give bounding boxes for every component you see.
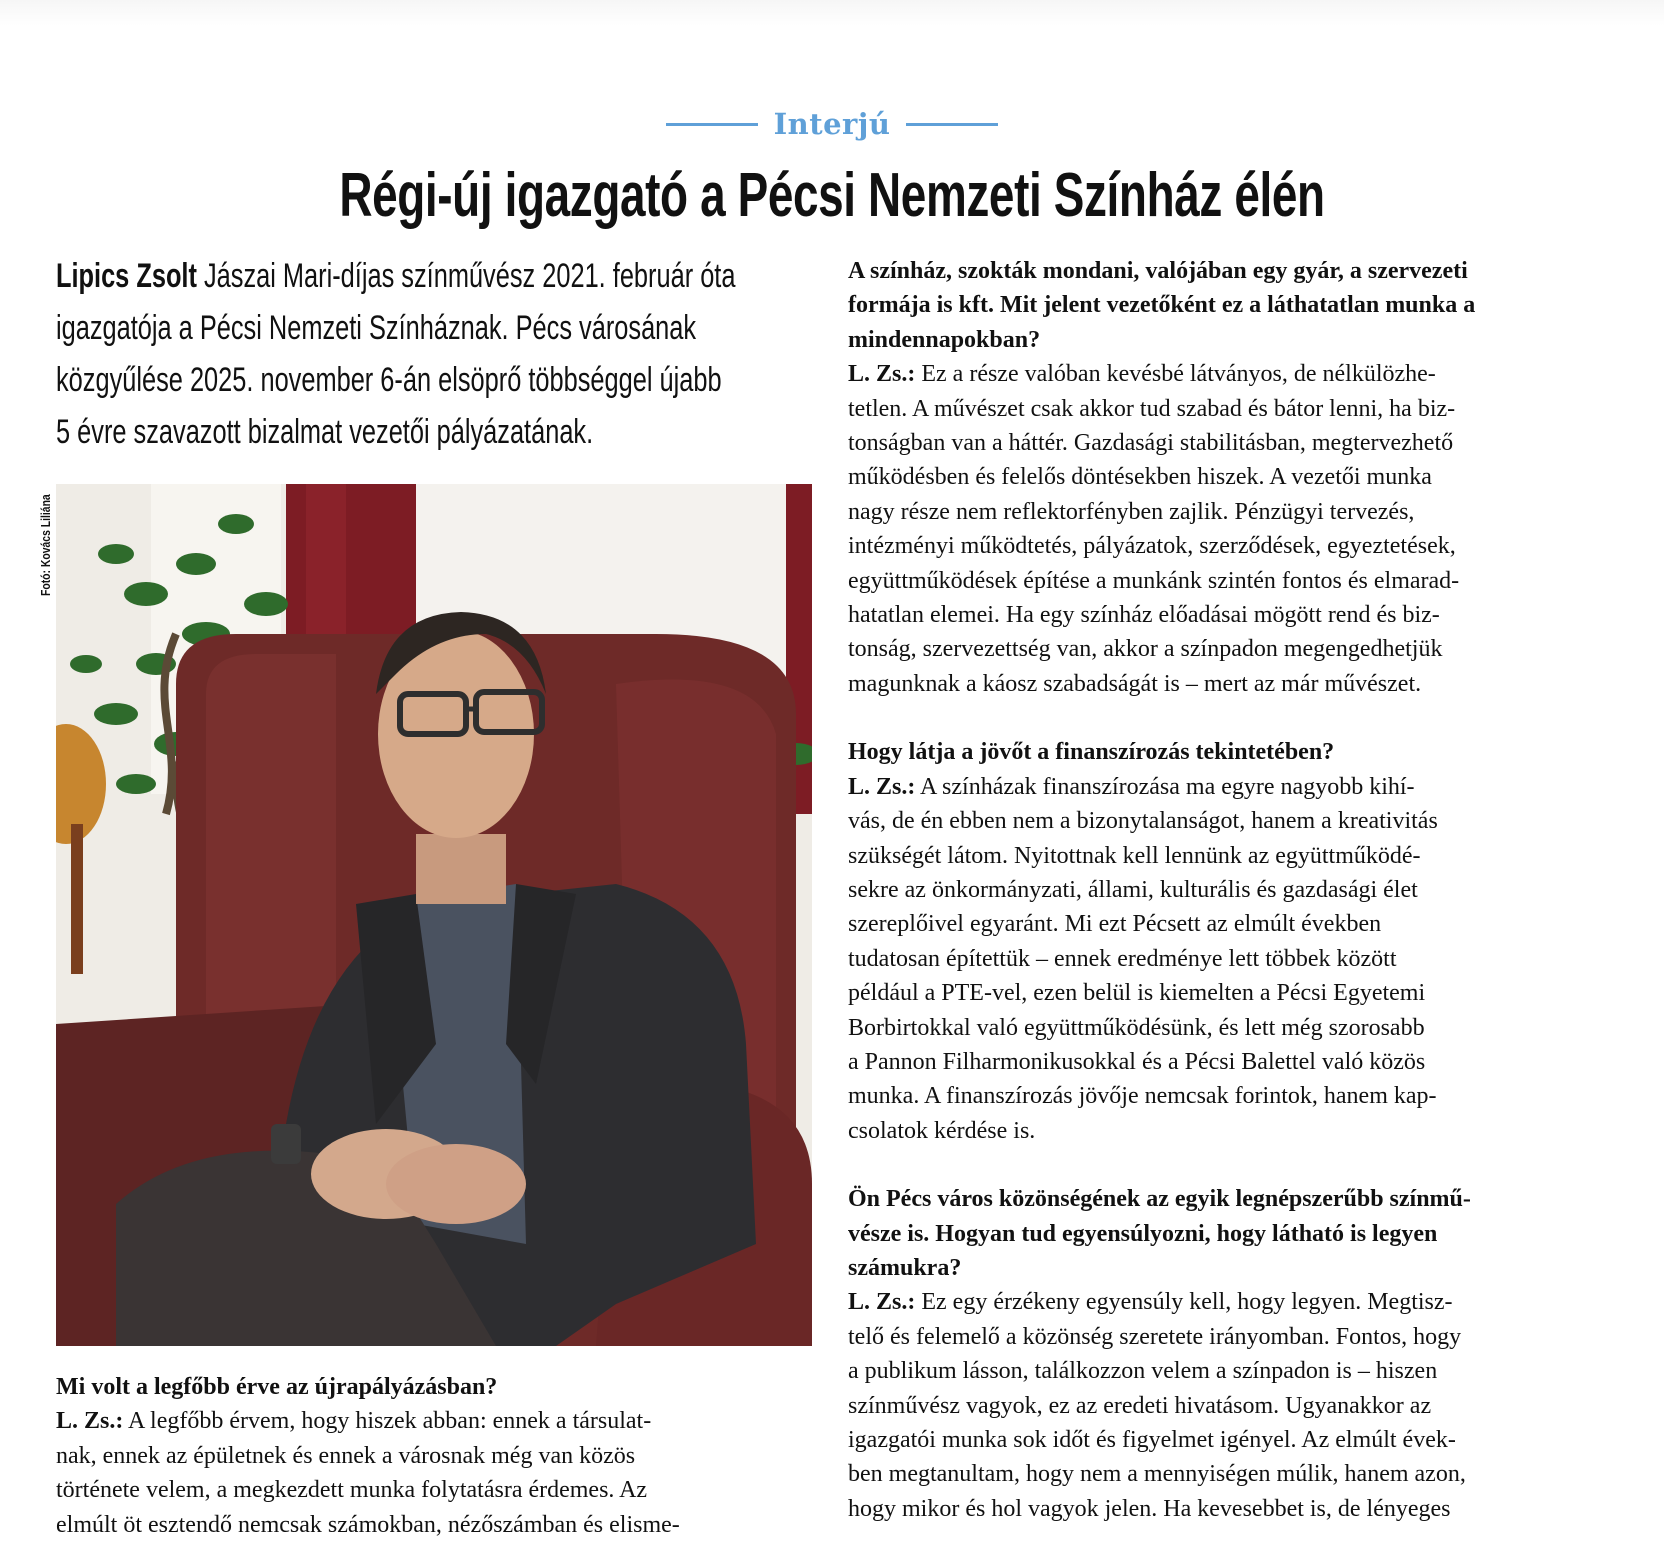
- portrait-photo: [56, 484, 812, 1346]
- lead-line: közgyűlése 2025. november 6-án elsöprő többséggel újabb: [56, 361, 722, 399]
- interview-answer: L. Zs.: Ez egy érzékeny egyensúly kell, hogy legyen. Megtisz- telő és felemelő a közönség szeretete irányomban. Fontos, hogy a publikum lásson, találkozzon velem a színpadon is – hiszen színművész vagyok, ez az eredeti hivatásom. Ugyanakkor az igazgatói munka sok időt és figyelmet igényel. Az elmúlt évek- ben megtanultam, hogy nem a mennyiségen múlik, hanem azon, hogy mikor és hol vagyok jelen. Ha kevesebbet is, de lényeges: [848, 1289, 1466, 1522]
- portrait-illustration: [56, 484, 812, 1346]
- article-lead: [56, 250, 817, 458]
- interview-answer: L. Zs.: Ez a része valóban kevésbé látványos, de nélkülözhe- tetlen. A művészet csak akkor tud szabad és bátor lenni, ha biz- tonságban van a háttér. Gazdasági stabilitásban, megtervezhető működésben és felelős döntésekben hiszek. A vezetői munka nagy része nem reflektorfényben zajlik. Pénzügyi tervezés, intézményi működtetés, pályázatok, szerződések, egyeztetések, együttműködések építése a munkánk szintén fontos és elmarad- hatatlan elemei. Ha egy színház előadásai mögött rend és biz- tonság, szervezettség van, akkor a színpadon megengedhetjük magunknak a káosz szabadságát is – mert az már művészet.: [848, 361, 1460, 697]
- paragraph-gap: [848, 701, 1608, 735]
- page-top-shadow: [0, 0, 1664, 26]
- interview-question: Ön Pécs város közönségének az egyik legnépszerűbb színmű- vésze is. Hogyan tud egyensúlyozni, hogy látható is legyen számukra?: [848, 1186, 1471, 1281]
- speaker-tag: L. Zs.:: [56, 1408, 124, 1435]
- left-text-column: [56, 1370, 812, 1542]
- interview-question: Hogy látja a jövőt a finanszírozás tekintetében?: [848, 739, 1335, 766]
- lead-line: igazgatója a Pécsi Nemzeti Színháznak. Pécs városának: [56, 309, 697, 347]
- section-kicker: [0, 104, 1664, 144]
- speaker-tag: L. Zs.:: [848, 1289, 916, 1316]
- speaker-tag: L. Zs.:: [848, 773, 916, 800]
- speaker-tag: L. Zs.:: [848, 361, 916, 388]
- kicker-rule-right: [906, 123, 998, 126]
- interview-answer: L. Zs.: A legfőbb érvem, hogy hiszek abban: ennek a társulat- nak, ennek az épületnek és ennek a városnak még van közös története velem, a megkezdett munka folytatásra érdemes. Az elmúlt öt esztendő nemcsak számokban, nézőszámban és elisme-: [56, 1408, 680, 1538]
- interview-question: A színház, szokták mondani, valójában egy gyár, a szervezeti formája is kft. Mit jelent vezetőként ez a láthatatlan munka a mindennapokban?: [848, 258, 1476, 353]
- interview-answer: L. Zs.: A színházak finanszírozása ma egyre nagyobb kihí- vás, de én ebben nem a bizonytalanságot, hanem a kreativitás szükségét látom. Nyitottnak kell lennünk az együttműködé- sekre az önkormányzati, állami, kulturális és gazdasági élet szereplőivel egyaránt. Mi ezt Pécsett az elmúlt években tudatosan építettük – ennek eredménye lett többek között például a PTE-vel, ezen belül is kiemelten a Pécsi Egyetemi Borbirtokkal való együttműködésünk, és lett még szorosabb a Pannon Filharmonikusokkal és a Pécsi Balettel való közös munka. A finanszírozás jövője nemcsak forintok, hanem kap- csolatok kérdése is.: [848, 773, 1438, 1144]
- lead-line: 5 évre szavazott bizalmat vezetői pályázatának.: [56, 413, 594, 451]
- lead-line: Lipics Zsolt Jászai Mari-díjas színművész 2021. február óta: [56, 257, 736, 295]
- interview-question: Mi volt a legfőbb érve az újrapályázásban?: [56, 1374, 498, 1400]
- section-label: Interjú: [773, 107, 891, 141]
- paragraph-gap: [848, 1148, 1608, 1182]
- right-text-column: [848, 254, 1608, 1526]
- lead-name: Lipics Zsolt: [56, 257, 197, 295]
- kicker-rule-left: [666, 123, 758, 126]
- article-headline: Régi-új igazgató a Pécsi Nemzeti Színház élén: [339, 161, 1325, 230]
- photo-credit: Fotó: Kovács Liliána: [38, 494, 53, 596]
